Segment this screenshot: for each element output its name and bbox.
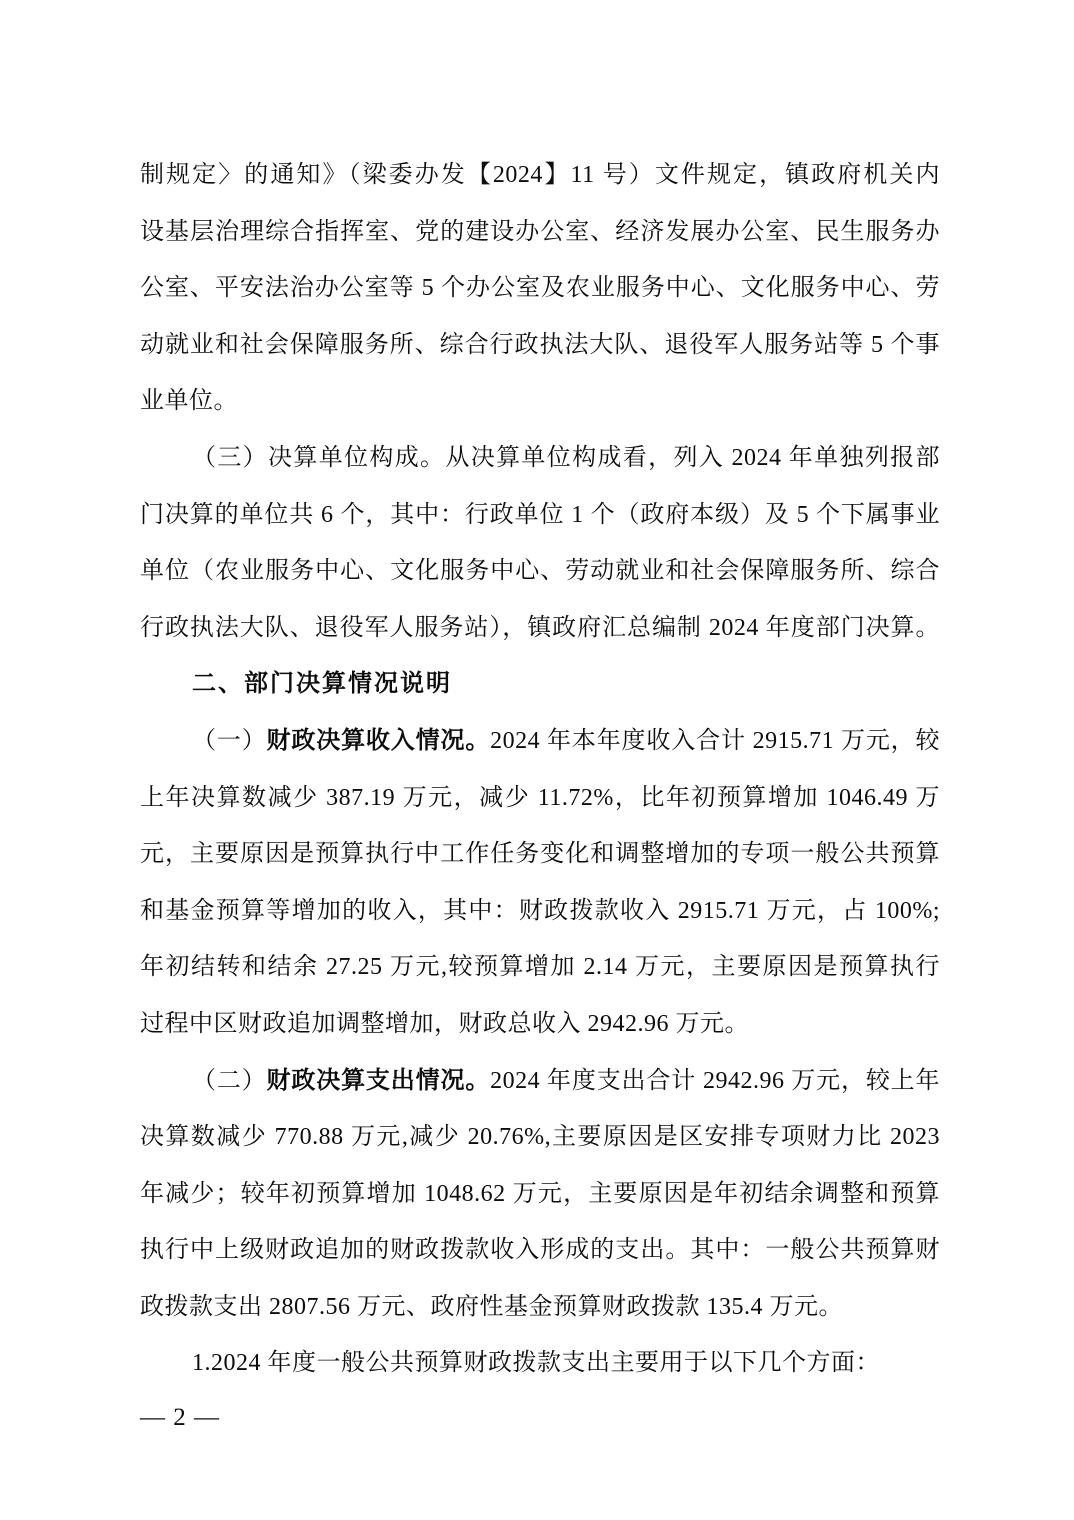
text-line: 动就业和社会保障服务所、综合行政执法大队、退役军人服务站等 5 个事 [140, 331, 940, 358]
text-line: 设基层治理综合指挥室、党的建设办公室、经济发展办公室、民生服务办 [140, 218, 940, 245]
page-number: — 2 — [140, 1404, 220, 1431]
list-marker: （二） [192, 1067, 267, 1094]
line-text: 2024 年度支出合计 2942.96 万元，较上年 [490, 1067, 941, 1094]
text-line: 政拨款支出 2807.56 万元、政府性基金预算财政拨款 135.4 万元。 [140, 1293, 843, 1320]
list-marker: （一） [192, 727, 267, 754]
subsection-title: 财政决算收入情况。 [266, 727, 491, 754]
text-line: 公室、平安法治办公室等 5 个办公室及农业服务中心、文化服务中心、劳 [140, 275, 940, 302]
line-text: 2024 年本年度收入合计 2915.71 万元，较 [490, 727, 941, 754]
document-body [140, 147, 940, 1392]
text-line: 执行中上级财政追加的财政拨款收入形成的支出。其中：一般公共预算财 [140, 1237, 940, 1264]
section-heading: 二、部门决算情况说明 [192, 670, 452, 698]
text-line: 元，主要原因是预算执行中工作任务变化和调整增加的专项一般公共预算 [140, 841, 940, 868]
text-line: 制规定〉的通知》（梁委办发【2024】11 号）文件规定，镇政府机关内 [140, 162, 940, 188]
text-line: 上年决算数减少 387.19 万元，减少 11.72%，比年初预算增加 1046.49 万 [140, 784, 940, 811]
text-line [140, 1053, 940, 1110]
text-line: 单位（农业服务中心、文化服务中心、劳动就业和社会保障服务所、综合 [140, 558, 940, 585]
subsection-title: 财政决算支出情况。 [266, 1067, 491, 1094]
text-line: 行政执法大队、退役军人服务站），镇政府汇总编制 2024 年度部门决算。 [140, 614, 940, 641]
text-line [140, 713, 940, 770]
text-line: 和基金预算等增加的收入，其中：财政拨款收入 2915.71 万元，占 100%; [140, 897, 940, 924]
text-line: 业单位。 [140, 388, 238, 415]
text-line: 1.2024 年度一般公共预算财政拨款支出主要用于以下几个方面： [192, 1350, 880, 1377]
text-line: 过程中区财政追加调整增加，财政总收入 2942.96 万元。 [140, 1010, 749, 1037]
text-line: 年初结转和结余 27.25 万元,较预算增加 2.14 万元，主要原因是预算执行 [140, 954, 940, 981]
text-line: 年减少；较年初预算增加 1048.62 万元，主要原因是年初结余调整和预算 [140, 1180, 940, 1207]
text-line: 门决算的单位共 6 个，其中：行政单位 1 个（政府本级）及 5 个下属事业 [140, 501, 940, 528]
text-line: （三）决算单位构成。从决算单位构成看，列入 2024 年单独列报部 [192, 444, 940, 471]
text-line: 决算数减少 770.88 万元,减少 20.76%,主要原因是区安排专项财力比 2023 [140, 1124, 940, 1151]
